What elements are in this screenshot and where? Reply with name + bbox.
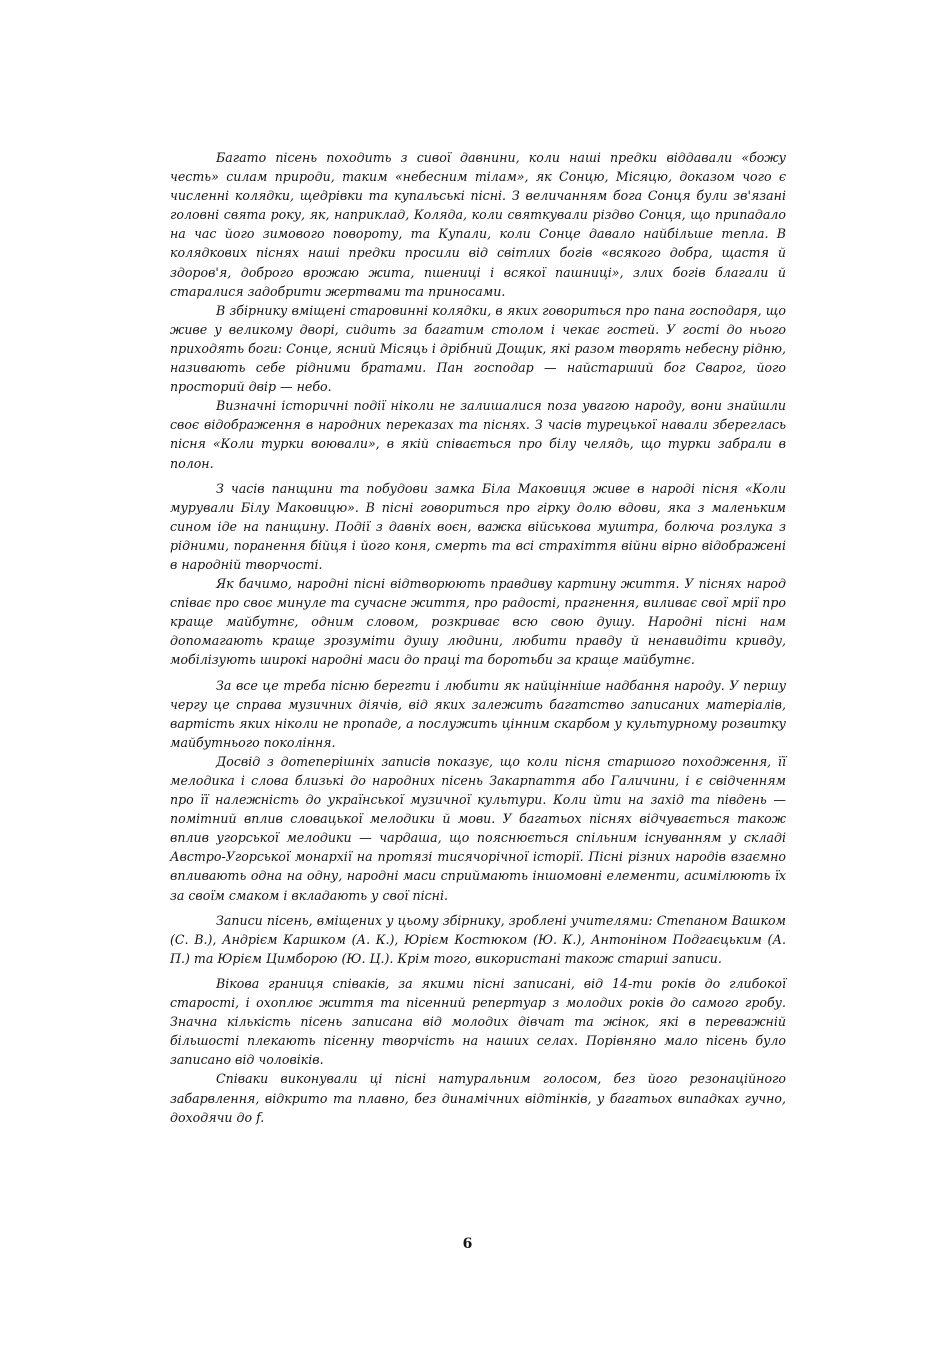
page-body	[170, 148, 786, 1127]
paragraph-ancient-songs: Багато пісень походить з сивої давнини, коли наші предки віддавали «божу честь» силам природи, таким «небесним тілам», як Сонцю, Місяцю, доказом чого є численні колядки, щедрівки та купальські пісні. З величанням бога Сонця були зв'язані головні свята року, як, наприклад, Коляда, коли святкували різдво Сонця, що припадало на час його зимового повороту, та Купали, коли Сонце давало найбільше тепла. В колядкових піснях наші предки просили від світлих богів «всякого добра, щастя й здоров'я, доброго врожаю жита, пшениці і всякої пашниці», злих богів благали й старалися задобрити жертвами та приносами.	[170, 150, 786, 299]
paragraph-serfdom: З часів панщини та побудови замка Біла Маковиця живе в народі пісня «Коли мурували Білу Маковицю». В пісні говориться про гірку долю вдови, яка з маленьким сином іде на панщину. Події з давніх воєн, важка військова муштра, болюча розлука з рідними, поранення бійця і його коня, смерть та всі страхіття війни вірно відображені в народній творчості.	[170, 480, 786, 572]
paragraph-recordings: Записи пісень, вміщених у цьому збірнику, зроблені учителями: Степаном Вашком (С. В.), Андрієм Каршком (А. К.), Юрієм Костюком (Ю. К.), Антоніном Подгаєцьким (А. П.) та Юрієм Цимборою (Ю. Ц.). Крім того, використані також старші записи.	[170, 912, 786, 966]
paragraph-age-range: Вікова границя співаків, за якими пісні записані, від 14-ти років до глибокої старості, і охоплює життя та пісенний репертуар з молодих років до самого гробу. Значна кількість пісень записана від молодих дівчат та жінок, які в переважній більшості плекають пісенну творчість на наших селах. Порівняно мало пісень було записано від чоловіків.	[170, 975, 786, 1068]
paragraph-true-picture: Як бачимо, народні пісні відтворюють правдиву картину життя. У піснях народ співає про своє минуле та сучасне життя, про радості, прагнення, виливає свої мрії про краще майбутнє, одним словом, розкриває всю свою душу. Народні пісні нам допомагають краще зрозуміти душу людини, любити правду й ненавидіти кривду, мобілізують широкі народні маси до праці та боротьби за краще майбутнє.	[170, 576, 786, 668]
paragraph-singers: Співаки виконували ці пісні натуральним голосом, без його резонаційного забарвлення, відкрито та плавно, без динамічних відтінків, у багатьох випадках гучно, доходячи до f.	[170, 1071, 786, 1125]
page-number: 6	[462, 1236, 473, 1252]
paragraph-preserve-song: За все це треба пісню берегти і любити як найцінніше надбання народу. У першу чергу це справа музичних діячів, від яких залежить багатство записаних матеріалів, вартість яких ніколи не пропаде, а послужить цінним скарбом у культурному розвитку майбутнього покоління.	[170, 677, 786, 750]
paragraph-experience: Досвід з дотеперішніх записів показує, що коли пісня старшого походження, її мелодика і слова близькі до народних пісень Закарпаття або Галичини, і є свідченням про її належність до української музичної культури. Коли йти на захід та південь — помітний вплив словацької мелодики й мови. У багатьох піснях відчувається також вплив угорської мелодики — чардаша, що пояснюється спільним існуванням у складі Австро-Угорської монархії на протязі тисячорічної історії. Пісні різних народів взаємно впливають одна на одну, народні маси сприймають іншомовні елементи, асимілюють їх за своїм смаком і вкладають у свої пісні.	[170, 753, 786, 903]
paragraph-historical-events: Визначні історичні події ніколи не залишалися поза увагою народу, вони знайшли своє відображення в народних переказах та піснях. З часів турецької навали збереглась пісня «Коли турки воювали», в якій співається про білу челядь, що турки забрали в полон.	[170, 398, 786, 471]
paragraph-carols: В збірнику вміщені старовинні колядки, в яких говориться про пана господаря, що живе у великому дворі, сидить за багатим столом і чекає гостей. У гості до нього приходять боги: Сонце, ясний Місяць і дрібний Дощик, які разом творять небесну рідню, називають себе рідними братами. Пан господар — найстарший бог Сварог, його просторий двір — небо.	[170, 302, 786, 395]
